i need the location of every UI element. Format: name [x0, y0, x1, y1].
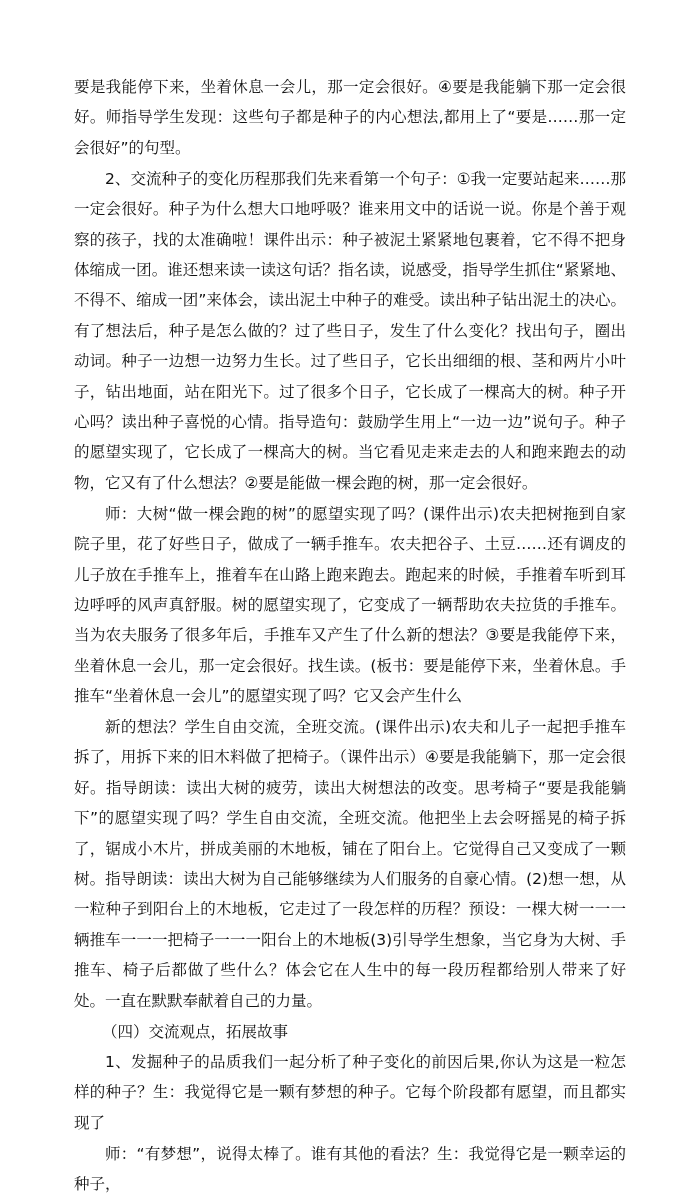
- document-page: [74, 72, 626, 1200]
- paragraph-2: 2、交流种子的变化历程那我们先来看第一个句子：①我一定要站起来……那一定会很好。种子为什么想大口地呼吸？谁来用文中的话说一说。你是个善于观察的孩子，找的太准确啦！课件出示：种子被泥土紧紧地包裹着，它不得不把身体缩成一团。谁还想来读一读这句话？指名读，说感受，指导学生抓住“紧紧地、不得不、缩成一团”来体会，读出泥土中种子的难受。读出种子钻出泥土的决心。有了想法后，种子是怎么做的？过了些日子，发生了什么变化？找出句子，圈出动词。种子一边想一边努力生长。过了些日子，它长出细细的根、茎和两片小叶子，钻出地面，站在阳光下。过了很多个日子，它长成了一棵高大的树。种子开心吗？读出种子喜悦的心情。指导造句：鼓励学生用上“一边一边”说句子。种子的愿望实现了，它长成了一棵高大的树。当它看见走来走去的人和跑来跑去的动物，它又有了什么想法？②要是能做一棵会跑的树，那一定会很好。: [74, 169, 626, 492]
- section-heading: （四）交流观点，拓展故事: [102, 1022, 289, 1041]
- paragraph-4: 新的想法？学生自由交流，全班交流。(课件出示)农夫和儿子一起把手推车拆了，用拆下来的旧木料做了把椅子。（课件出示）④要是我能躺下，那一定会很好。指导朗读：读出大树的疲劳，读出大树想法的改变。思考椅子“要是我能躺下”的愿望实现了吗？学生自由交流，全班交流。他把坐上去会呀摇晃的椅子拆了，锯成小木片，拼成美丽的木地板，铺在了阳台上。它觉得自己又变成了一颗树。指导朗读：读出大树为自己能够继续为人们服务的自豪心情。(2)想一想，从一粒种子到阳台上的木地板，它走过了一段怎样的历程？预设：一棵大树一一一辆推车一一一把椅子一一一阳台上的木地板(3)引导学生想象，当它身为大树、手推车、椅子后都做了些什么？体会它在人生中的每一段历程都给别人带来了好处。一直在默默奉献着自己的力量。: [74, 718, 626, 1010]
- paragraph-6: 师：“有梦想”，说得太棒了。谁有其他的看法？生：我觉得它是一颗幸运的种子，: [74, 1144, 626, 1194]
- paragraph-1: 要是我能停下来，坐着休息一会儿，那一定会很好。④要是我能躺下那一定会很好。师指导学生发现：这些句子都是种子的内心想法,都用上了“要是……那一定会很好”的句型。: [74, 78, 626, 157]
- paragraph-5: 1、发掘种子的品质我们一起分析了种子变化的前因后果,你认为这是一粒怎样的种子？生：我觉得它是一颗有梦想的种子。它每个阶段都有愿望，而且都实现了: [74, 1053, 626, 1132]
- paragraph-3: 师：大树“做一棵会跑的树”的愿望实现了吗？(课件出示)农夫把树拖到自家院子里，花了好些日子，做成了一辆手推车。农夫把谷子、土豆……还有调皮的儿子放在手推车上，推着车在山路上跑来跑去。跑起来的时候，手推着车听到耳边呼呼的风声真舒服。树的愿望实现了，它变成了一辆帮助农夫拉货的手推车。当为农夫服务了很多年后，手推车又产生了什么新的想法？③要是我能停下来，坐着休息一会儿，那一定会很好。找生读。(板书：要是能停下来，坐着休息。手推车“坐着休息一会儿”的愿望实现了吗？它又会产生什么: [74, 504, 626, 706]
